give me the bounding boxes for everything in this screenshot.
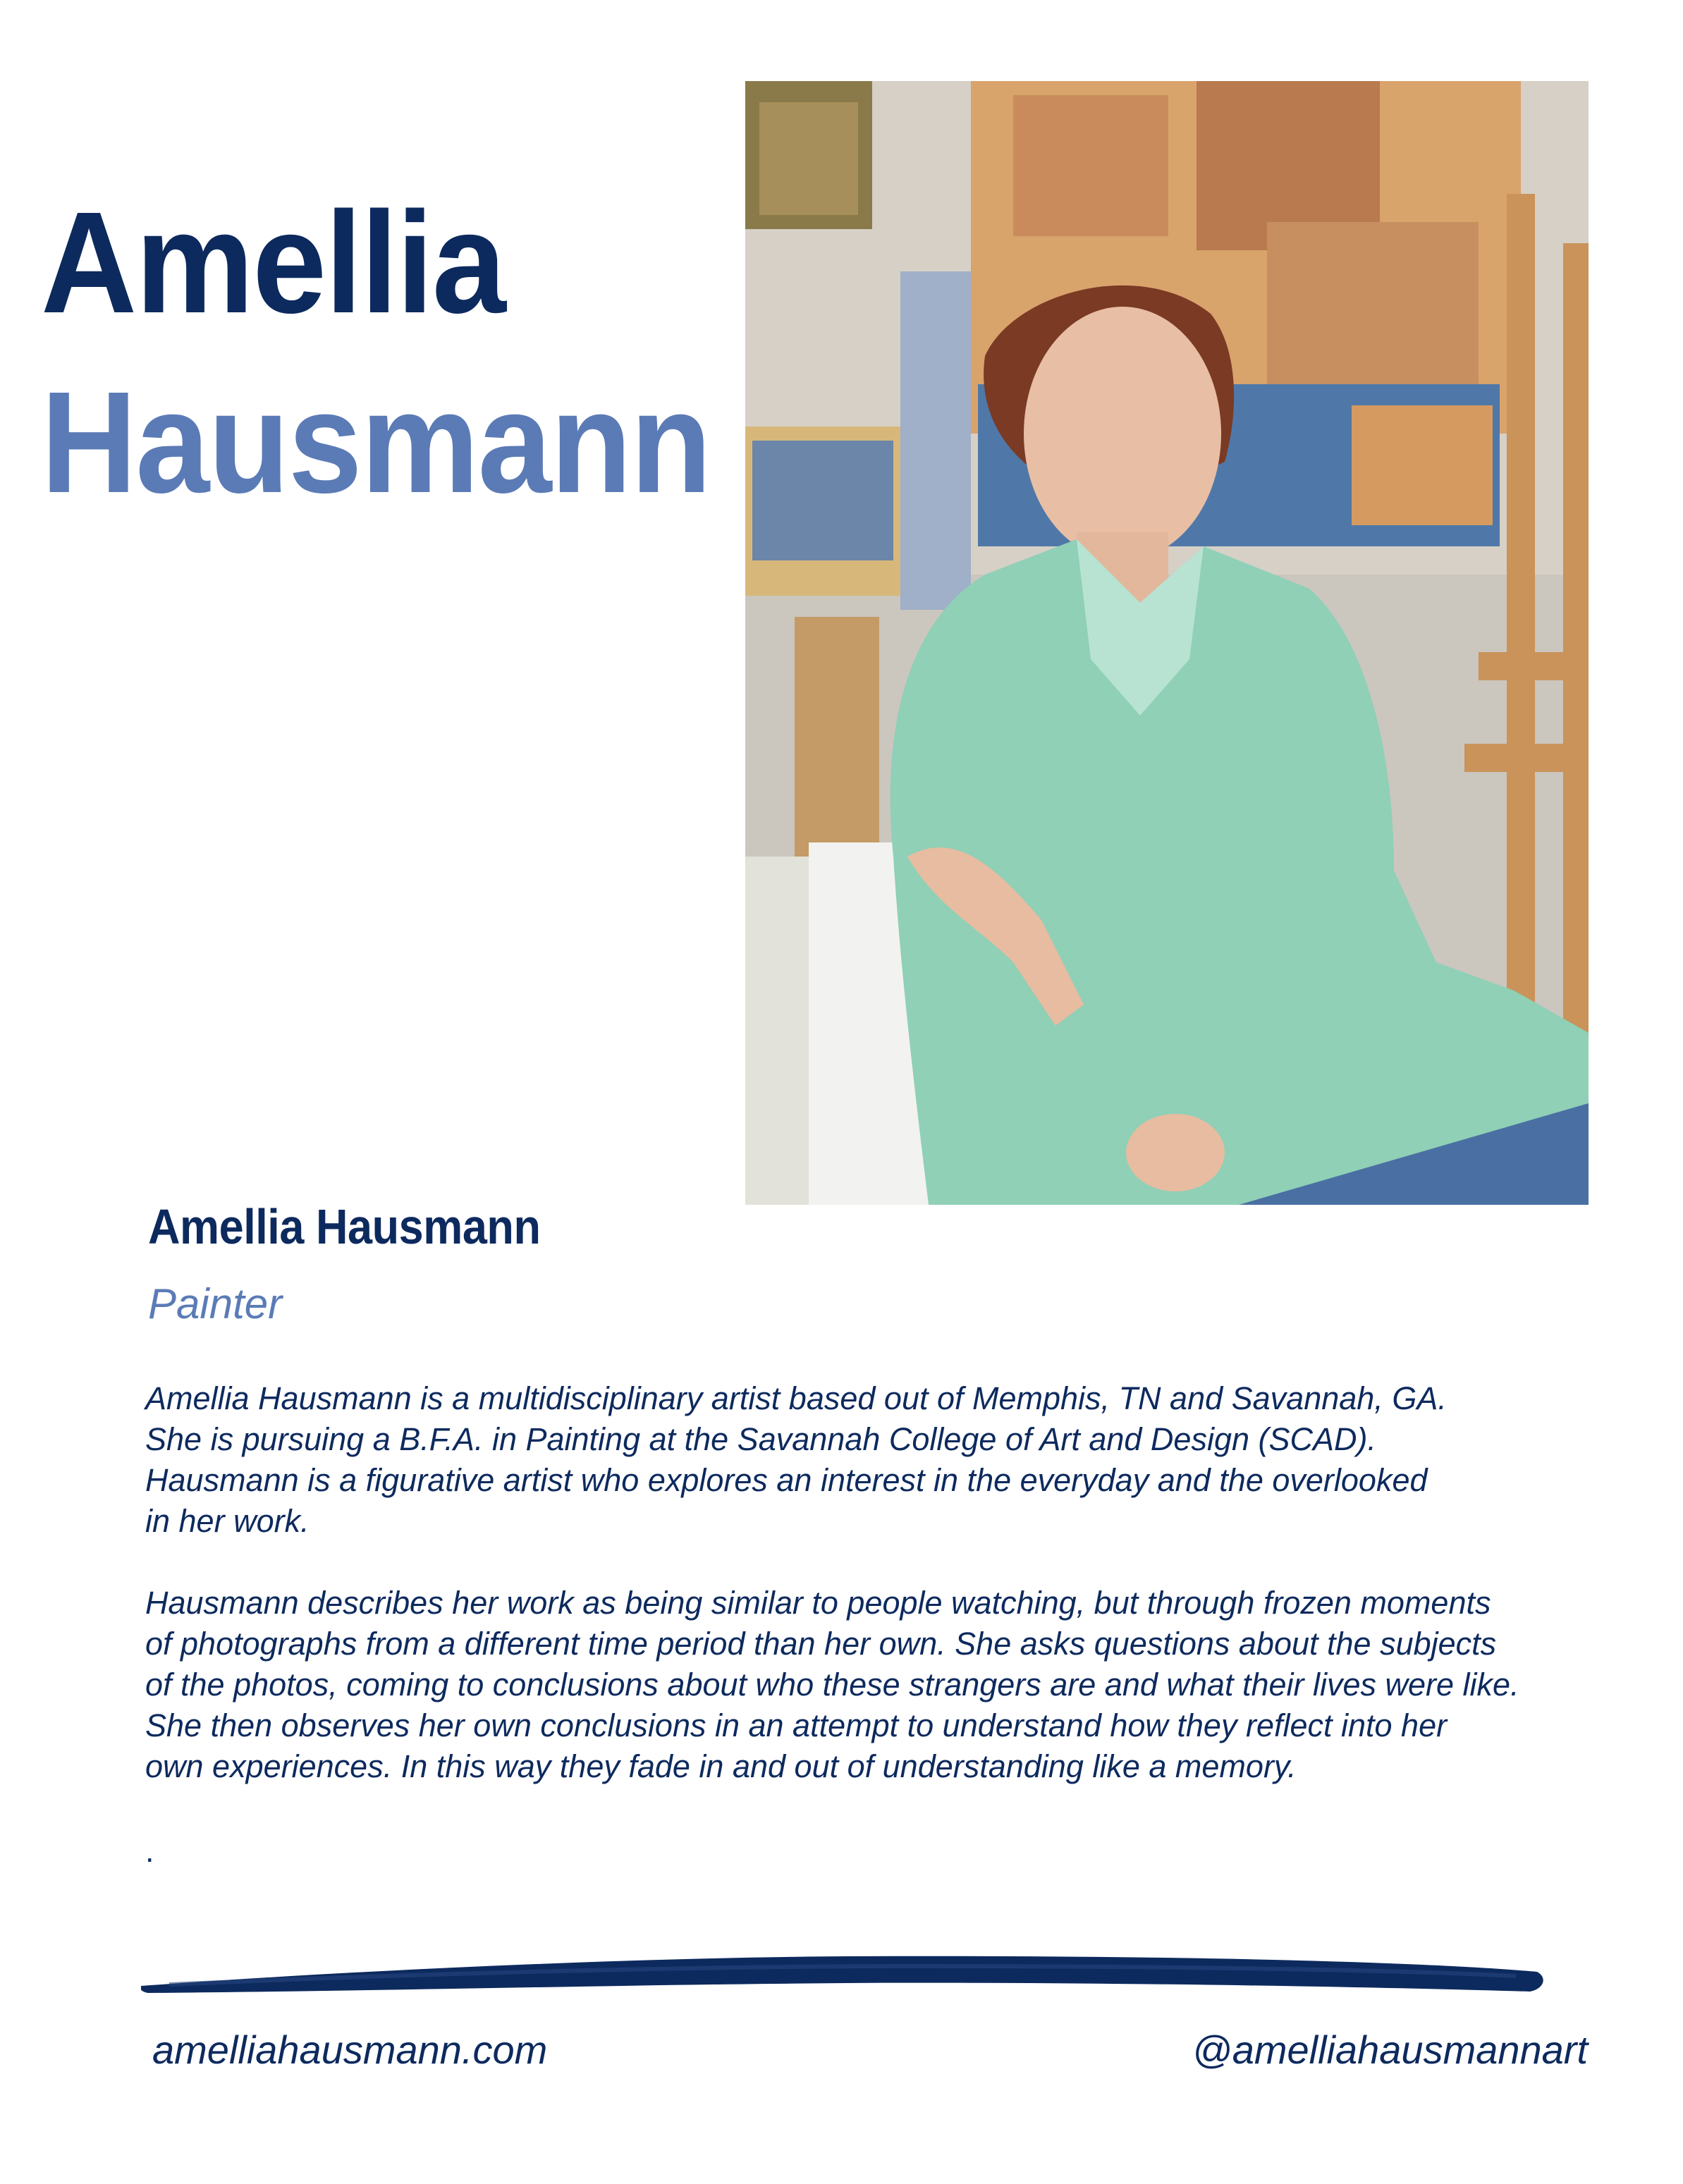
artist-role: Painter <box>148 1280 283 1327</box>
artist-name-heading: Amellia Hausmann <box>148 1199 541 1254</box>
bio-paragraph: Hausmann describes her work as being similar to people watching, but through frozen moments of photographs from a different time period than her own. She asks questions about the subjects of the photos, coming to conclusions about who these strangers are and what their lives were like. She then observes her own conclusions in an attempt to understand how they reflect into her own experiences. In this way they fade in and out of understanding like a memory. <box>145 1585 1519 1784</box>
hero-last-name: Hausmann <box>41 362 711 523</box>
brush-stroke-divider <box>141 1942 1548 2006</box>
trailing-mark: . <box>145 1833 154 1869</box>
hero-first-name: Amellia <box>41 182 506 343</box>
social-handle-link[interactable]: @amelliahausmannart <box>1192 2027 1588 2072</box>
artist-portrait-photo <box>745 81 1589 1205</box>
portrait-illustration <box>745 81 1589 1205</box>
bio-paragraph: Amellia Hausmann is a multidisciplinary artist based out of Memphis, TN and Savannah, GA. She is pursuing a B.F.A. in Painting at the Savannah College of Art and Design (SCAD). Hausmann is a figurative artist who explores an interest in the everyday and the overlooked in her work. <box>145 1380 1447 1539</box>
artist-bio <box>145 1378 1640 1787</box>
website-link[interactable]: amelliahausmann.com <box>152 2027 548 2072</box>
